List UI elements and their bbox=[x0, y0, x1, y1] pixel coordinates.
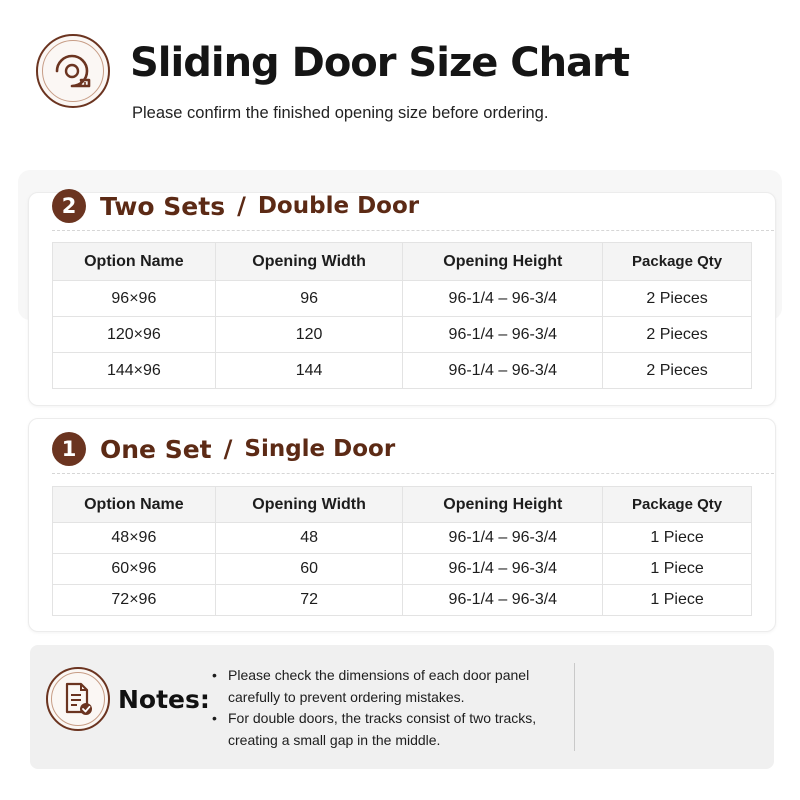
package-qty-cell: 1 Piece bbox=[603, 585, 752, 616]
opening-width-cell: 60 bbox=[215, 554, 403, 585]
section-divider bbox=[52, 473, 774, 474]
section-title: Two Sets bbox=[100, 191, 226, 221]
notes-list bbox=[212, 665, 572, 751]
table-header-row bbox=[53, 487, 752, 523]
column-header: Option Name bbox=[53, 243, 216, 281]
table-row bbox=[53, 353, 752, 389]
option-name-cell: 48×96 bbox=[53, 523, 216, 554]
package-qty-cell: 1 Piece bbox=[603, 554, 752, 585]
section-number-badge: 1 bbox=[52, 432, 86, 466]
table-row bbox=[53, 317, 752, 353]
section-separator: / bbox=[237, 192, 246, 220]
option-name-cell: 120×96 bbox=[53, 317, 216, 353]
section-divider bbox=[52, 230, 774, 231]
table-row bbox=[53, 523, 752, 554]
opening-height-cell: 96-1/4 – 96-3/4 bbox=[403, 523, 603, 554]
package-qty-cell: 2 Pieces bbox=[603, 281, 752, 317]
section-subtitle: Double Door bbox=[257, 193, 420, 219]
column-header: Option Name bbox=[53, 487, 216, 523]
column-header: Package Qty bbox=[603, 487, 752, 523]
package-qty-cell: 2 Pieces bbox=[603, 353, 752, 389]
section-title: One Set bbox=[100, 434, 212, 464]
single-door-heading bbox=[52, 432, 395, 466]
table-row bbox=[53, 585, 752, 616]
column-header: Opening Height bbox=[403, 243, 603, 281]
table-header-row bbox=[53, 243, 752, 281]
opening-width-cell: 144 bbox=[215, 353, 403, 389]
opening-height-cell: 96-1/4 – 96-3/4 bbox=[403, 554, 603, 585]
double-door-heading bbox=[52, 189, 419, 223]
section-separator: / bbox=[223, 435, 233, 463]
opening-width-cell: 120 bbox=[215, 317, 403, 353]
opening-height-cell: 96-1/4 – 96-3/4 bbox=[403, 585, 603, 616]
table-row bbox=[53, 281, 752, 317]
note-item: • Please check the dimensions of each door panel carefully to prevent ordering mistakes. bbox=[212, 665, 572, 708]
opening-width-cell: 48 bbox=[215, 523, 403, 554]
column-header: Opening Width bbox=[215, 487, 403, 523]
tape-measure-icon bbox=[36, 34, 110, 108]
double-door-table bbox=[52, 242, 752, 389]
notes-label: Notes: bbox=[118, 685, 210, 714]
notes-divider bbox=[574, 663, 575, 751]
opening-width-cell: 96 bbox=[215, 281, 403, 317]
table-row bbox=[53, 554, 752, 585]
opening-width-cell: 72 bbox=[215, 585, 403, 616]
opening-height-cell: 96-1/4 – 96-3/4 bbox=[403, 353, 603, 389]
package-qty-cell: 1 Piece bbox=[603, 523, 752, 554]
single-door-table bbox=[52, 486, 752, 616]
package-qty-cell: 2 Pieces bbox=[603, 317, 752, 353]
option-name-cell: 96×96 bbox=[53, 281, 216, 317]
option-name-cell: 72×96 bbox=[53, 585, 216, 616]
page-subtitle: Please confirm the finished opening size before ordering. bbox=[132, 104, 549, 122]
option-name-cell: 144×96 bbox=[53, 353, 216, 389]
option-name-cell: 60×96 bbox=[53, 554, 216, 585]
section-number-badge: 2 bbox=[52, 189, 86, 223]
column-header: Opening Height bbox=[403, 487, 603, 523]
page-title: Sliding Door Size Chart bbox=[130, 40, 629, 86]
section-subtitle: Single Door bbox=[244, 436, 396, 462]
column-header: Package Qty bbox=[603, 243, 752, 281]
note-item: • For double doors, the tracks consist of two tracks, creating a small gap in the middle. bbox=[212, 708, 572, 751]
notes-panel bbox=[30, 645, 774, 769]
column-header: Opening Width bbox=[215, 243, 403, 281]
opening-height-cell: 96-1/4 – 96-3/4 bbox=[403, 281, 603, 317]
opening-height-cell: 96-1/4 – 96-3/4 bbox=[403, 317, 603, 353]
document-check-icon bbox=[46, 667, 110, 731]
